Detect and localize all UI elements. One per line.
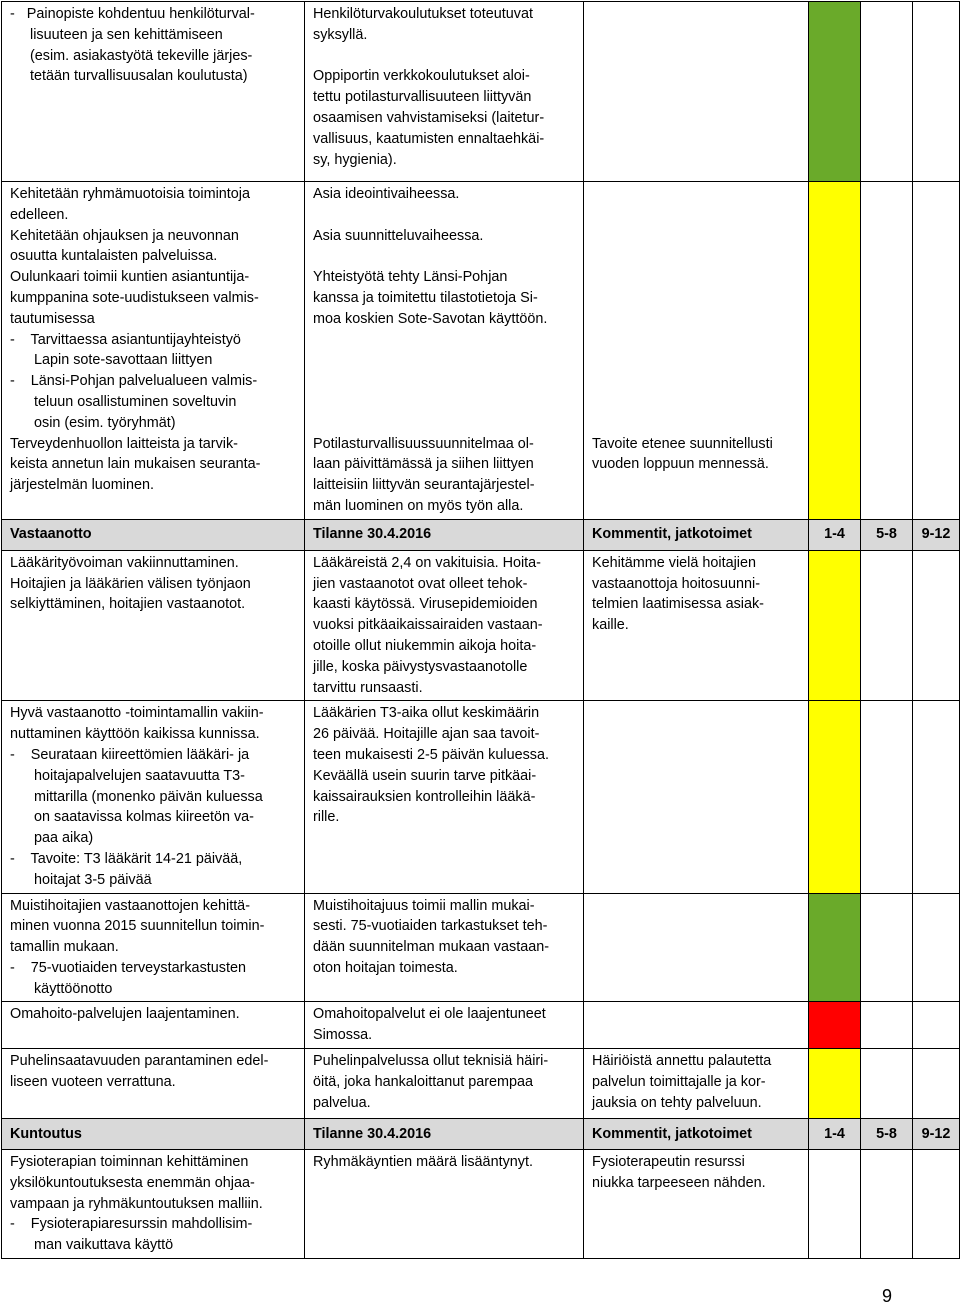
comments-header: Kommentit, jatkotoimet [584,1119,809,1150]
status-cell-line: rille. [313,809,340,826]
status-cell-line: tarvittu runsaasti. [313,679,423,696]
period-cell-3 [913,1002,960,1049]
goal-cell [2,701,305,893]
goal-cell-line: - 75-vuotiaiden terveystarkastusten [10,959,246,976]
status-cell-line: Simossa. [313,1027,373,1044]
table-row [2,1049,960,1119]
goal-cell [2,1002,305,1049]
status-cell-line: dään suunnitelman mukaan vastaan- [313,939,549,956]
table-row [2,701,960,893]
comment-cell [584,893,809,1002]
goal-cell-line: Terveydenhuollon laitteista ja tarvik- [10,435,238,452]
status-cell-line: Potilasturvallisuussuunnitelmaa ol- [313,435,534,452]
status-cell-line: teen mukaisesti 2-5 päivän kuluessa. [313,746,549,763]
status-cell-line: Oppiportin verkkokoulutukset aloi- [313,68,530,85]
goal-cell-line: Hoitajien ja lääkärien välisen työnjaon [10,575,251,592]
goal-cell-line: (esim. asiakastyötä tekeville järjes- [10,47,253,64]
comment-cell [584,550,809,701]
status-cell-line: jien vastaanotot ovat olleet tehok- [313,575,528,592]
status-cell-line: Omahoitopalvelut ei ole laajentuneet [313,1006,546,1023]
goal-cell-line: nuttaminen käyttöön kaikissa kunnissa. [10,726,260,743]
comment-cell [584,1049,809,1119]
comment-cell-line: telmien laatimisessa asiak- [592,596,764,613]
comment-cell-line: Tavoite etenee suunnitellusti [592,435,773,452]
goal-cell [2,550,305,701]
comment-cell-line: Häiriöistä annettu palautetta [592,1053,772,1070]
goal-cell [2,1150,305,1259]
status-cell-line: tettu potilasturvallisuuteen liittyvän [313,89,532,106]
goal-cell-line: Kehitetään ohjauksen ja neuvonnan [10,227,239,244]
status-cell-line: palvelua. [313,1094,371,1111]
period-cell-3 [913,550,960,701]
goal-cell-line: hoitajapalvelujen saatavuutta T3- [10,767,245,784]
comments-header: Kommentit, jatkotoimet [584,519,809,550]
comment-cell-line [592,330,802,351]
status-cell [305,893,584,1002]
period-cell-3 [913,182,960,520]
status-cell-line: vallisuus, kaatumisten ennaltaehkäi- [313,130,545,147]
status-cell-line [313,46,577,67]
period-cell-2 [861,893,913,1002]
comment-cell-line [592,392,802,413]
status-cell-line: otoille ollut niukemmin aikoja hoita- [313,637,537,654]
goal-cell [2,2,305,182]
section-header [2,519,960,550]
period-header-1: 1-4 [809,519,861,550]
status-cell [305,550,584,701]
goal-cell-line: vampaan ja ryhmäkuntoutuksen malliin. [10,1195,263,1212]
goal-cell-line: edelleen. [10,206,69,223]
period-cell-2 [861,2,913,182]
period-cell-1 [809,701,861,893]
goal-cell-line: Hyvä vastaanotto -toimintamallin vakiin- [10,705,264,722]
table-row [2,2,960,182]
page-number: 9 [881,1286,892,1306]
status-cell [305,182,584,520]
status-cell-line: Lääkäreistä 2,4 on vakituisia. Hoita- [313,554,541,571]
goal-cell-line: Kehitetään ryhmämuotoisia toimintoja [10,186,250,202]
comment-cell [584,182,809,520]
goal-cell-line: Lääkärityövoiman vakiinnuttaminen. [10,554,239,571]
goal-cell-line: liseen vuoteen verrattuna. [10,1073,176,1090]
comment-cell [584,1150,809,1259]
status-cell-line: Lääkärien T3-aika ollut keskimäärin [313,705,540,722]
status-cell-line: Henkilöturvakoulutukset toteutuvat [313,6,533,22]
comment-cell [584,1002,809,1049]
period-cell-2 [861,1150,913,1259]
comment-cell-line [592,226,802,247]
table-row [2,1002,960,1049]
comment-cell-line: kaille. [592,617,629,634]
section-title: Vastaanotto [2,519,305,550]
table-row [2,182,960,520]
period-cell-3 [913,893,960,1002]
period-cell-1 [809,1049,861,1119]
goal-cell-line: tetään turvallisuusalan koulutusta) [10,68,248,85]
status-cell-line: sesti. 75-vuotiaiden tarkastukset teh- [313,918,548,935]
goal-cell-line: keista annetun lain mukaisen seuranta- [10,456,261,473]
goal-cell-line: tautumisessa [10,310,95,327]
comment-cell-line: vuoden loppuun mennessä. [592,456,769,473]
period-cell-1 [809,893,861,1002]
status-cell-line: Yhteistyötä tehty Länsi-Pohjan [313,269,508,286]
goal-cell-line: hoitajat 3-5 päivää [10,871,152,888]
status-cell [305,701,584,893]
status-cell-line: kaissairauksien kontrolleihin lääkä- [313,788,536,805]
status-cell-line: män luominen on myös työn alla. [313,497,524,514]
status-cell-line: osaamisen vahvistamiseksi (laitetur- [313,109,545,126]
comment-cell-line: palvelun toimittajalle ja kor- [592,1073,766,1090]
status-cell-line: oton hoitajan toimesta. [313,959,458,976]
period-cell-1 [809,1002,861,1049]
status-cell [305,1049,584,1119]
comment-cell-line [592,267,802,288]
status-cell-line: Asia ideointivaiheessa. [313,186,460,202]
comment-cell [584,2,809,182]
comment-cell-line: niukka tarpeeseen nähden. [592,1174,766,1191]
table-row [2,893,960,1002]
period-header-2: 5-8 [861,1119,913,1150]
period-cell-1 [809,550,861,701]
goal-cell-line: - Seurataan kiireettömien lääkäri- ja [10,746,250,763]
comment-cell-line: Fysioterapeutin resurssi [592,1154,745,1171]
status-cell-line: laitteisiin liittyvän seurantajärjestel- [313,477,535,494]
goal-cell-line: Lapin sote-savottaan liittyen [10,352,213,369]
status-cell-line: öitä, joka hankaloittanut parempaa [313,1073,534,1090]
comment-cell-line [592,371,802,392]
status-cell-line: vuoksi pitkäaikaissairaiden vastaan- [313,617,543,634]
period-cell-2 [861,550,913,701]
goal-cell-line: järjestelmän luominen. [10,477,154,494]
comment-cell-line: vastaanottoja hoitosuunni- [592,575,761,592]
status-header: Tilanne 30.4.2016 [305,1119,584,1150]
goal-cell [2,893,305,1002]
status-cell-line: syksyllä. [313,26,368,43]
goal-cell-line: paa aika) [10,830,94,847]
status-cell-line [313,371,577,392]
report-table [1,1,960,1259]
goal-cell-line: man vaikuttava käyttö [10,1237,174,1254]
period-header-3: 9-12 [913,519,960,550]
table-row [2,550,960,701]
goal-cell-line: - Fysioterapiaresurssin mahdollisim- [10,1216,253,1233]
status-cell-line: kanssa ja toimitettu tilastotietoja Si- [313,289,538,306]
goal-cell-line: - Painopiste kohdentuu henkilöturval- [10,6,255,22]
status-cell-line [313,392,577,413]
goal-cell-line: kumppanina sote-uudistukseen valmis- [10,289,259,306]
table-row [2,1150,960,1259]
status-cell-line: laan päivittämässä ja siihen liittyen [313,456,534,473]
status-header: Tilanne 30.4.2016 [305,519,584,550]
section-header [2,1119,960,1150]
status-cell-line: Ryhmäkäyntien määrä lisääntynyt. [313,1154,533,1171]
period-cell-1 [809,182,861,520]
section-title: Kuntoutus [2,1119,305,1150]
goal-cell-line: osuutta kuntalaisten palveluissa. [10,248,218,265]
comment-cell-line: jauksia on tehty palveluun. [592,1094,762,1111]
goal-cell-line: - Länsi-Pohjan palvelualueen valmis- [10,373,258,390]
goal-cell-line: yksilökuntoutuksesta enemmän ohjaa- [10,1174,255,1191]
status-cell-line: Muistihoitajuus toimii mallin mukai- [313,897,535,914]
status-cell-line: jille, koska päivystysvastaanotolle [313,658,528,675]
status-cell-line [313,205,577,226]
period-cell-2 [861,701,913,893]
comment-cell-line [592,309,802,330]
comment-cell-line [592,184,802,205]
comment-cell-line [592,205,802,226]
goal-cell-line: tamallin mukaan. [10,939,119,956]
period-header-2: 5-8 [861,519,913,550]
goal-cell-line: on saatavissa kolmas kiireetön va- [10,809,254,826]
period-cell-3 [913,701,960,893]
goal-cell-line: käyttöönotto [10,980,113,997]
status-cell-line: Puhelinpalvelussa ollut teknisiä häiri- [313,1053,549,1070]
period-header-3: 9-12 [913,1119,960,1150]
goal-cell-line: Oulunkaari toimii kuntien asiantuntija- [10,269,250,286]
status-cell-line: kaasti käytössä. Virusepidemioiden [313,596,538,613]
goal-cell [2,182,305,520]
status-cell-line [313,330,577,351]
goal-cell [2,1049,305,1119]
status-cell-line: Asia suunnitteluvaiheessa. [313,227,484,244]
period-cell-2 [861,1049,913,1119]
goal-cell-line: Omahoito-palvelujen laajentaminen. [10,1006,240,1023]
comment-cell-line [592,246,802,267]
status-cell-line: 26 päivää. Hoitajille ajan saa tavoit- [313,726,540,743]
status-cell-line [313,246,577,267]
period-cell-1 [809,2,861,182]
goal-cell-line: minen vuonna 2015 suunnitellun toimin- [10,918,265,935]
status-cell [305,1150,584,1259]
goal-cell-line: Puhelinsaatavuuden parantaminen edel- [10,1053,269,1070]
goal-cell-line: - Tarvittaessa asiantuntijayhteistyö [10,331,241,348]
period-cell-1 [809,1150,861,1259]
comment-cell-line [592,350,802,371]
goal-cell-line: selkiyttäminen, hoitajien vastaanotot. [10,596,246,613]
goal-cell-line: osin (esim. työryhmät) [10,414,176,431]
goal-cell-line: teluun osallistuminen soveltuvin [10,393,237,410]
status-cell-line [313,350,577,371]
period-cell-3 [913,1150,960,1259]
goal-cell-line: Muistihoitajien vastaanottojen kehittä- [10,897,250,914]
goal-cell-line: mittarilla (monenko päivän kuluessa [10,788,263,805]
goal-cell-line: Fysioterapian toiminnan kehittäminen [10,1154,249,1171]
period-cell-3 [913,1049,960,1119]
period-cell-3 [913,2,960,182]
status-cell [305,2,584,182]
period-header-1: 1-4 [809,1119,861,1150]
comment-cell-line [592,288,802,309]
status-cell-line: moa koskien Sote-Savotan käyttöön. [313,310,548,327]
status-cell-line: Keväällä usein suurin tarve pitkäai- [313,767,537,784]
comment-cell-line [592,413,802,434]
status-cell-line [313,413,577,434]
status-cell-line: sy, hygienia). [313,151,397,168]
goal-cell-line: lisuuteen ja sen kehittämiseen [10,26,223,43]
status-cell [305,1002,584,1049]
period-cell-2 [861,1002,913,1049]
comment-cell [584,701,809,893]
period-cell-2 [861,182,913,520]
comment-cell-line: Kehitämme vielä hoitajien [592,554,756,571]
goal-cell-line: - Tavoite: T3 lääkärit 14-21 päivää, [10,850,243,867]
